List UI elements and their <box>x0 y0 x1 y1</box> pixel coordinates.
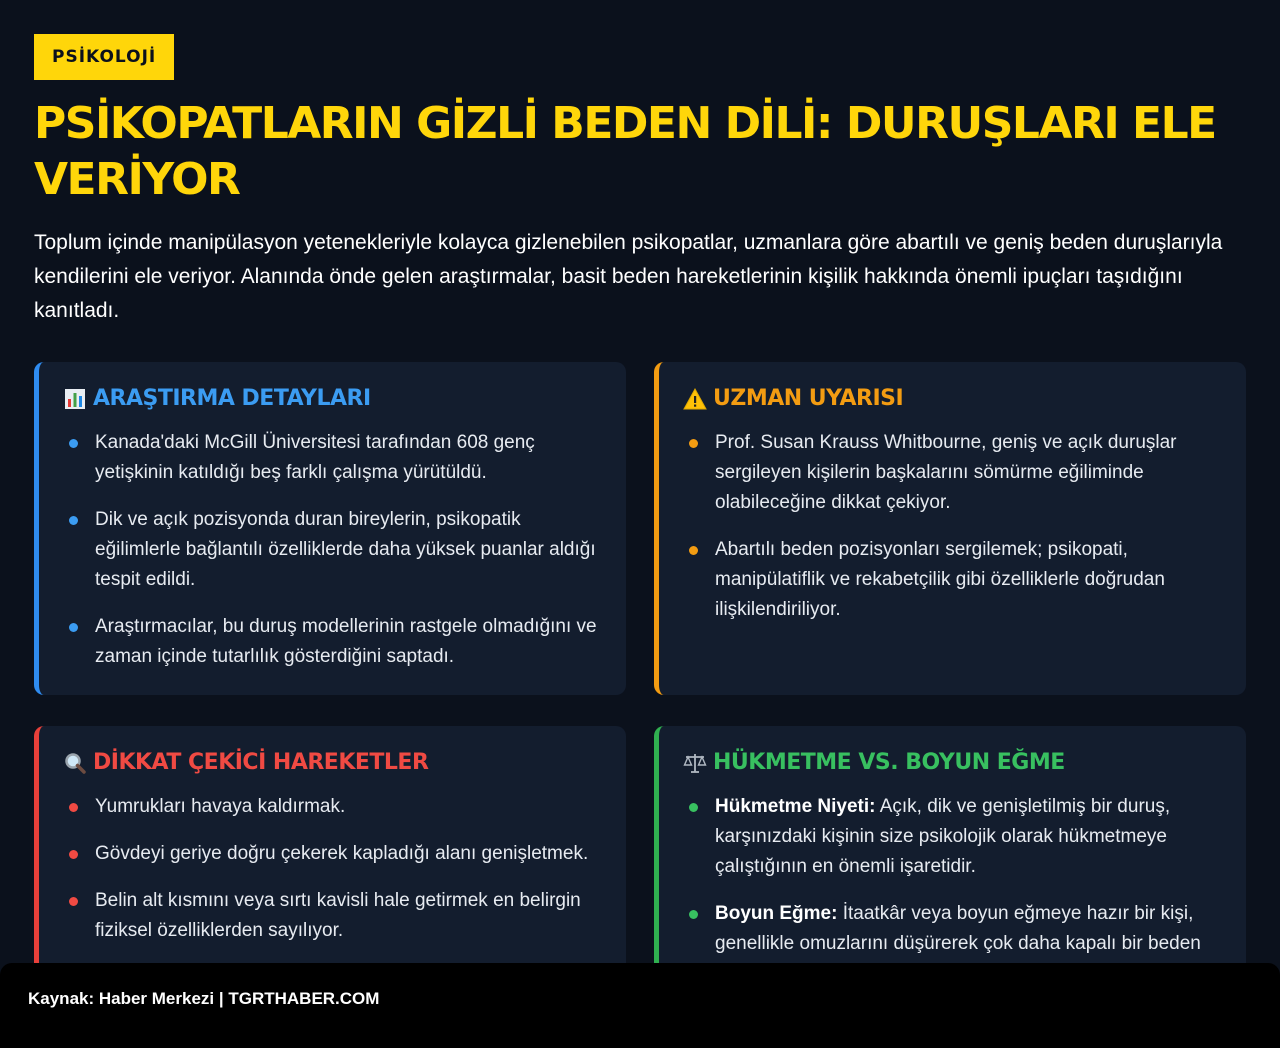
list-item: Prof. Susan Krauss Whitbourne, geniş ve açık duruşlar sergileyen kişilerin başkalarını sömürme eğiliminde olabileceğine dikkat çekiyor. <box>683 428 1220 518</box>
card-title <box>63 748 600 778</box>
list-item: Hükmetme Niyeti: Açık, dik ve genişletilmiş bir duruş, karşınızdaki kişinin size psikolojik olarak hükmetmeye çalıştığının en önemli işaretidir. <box>683 792 1220 882</box>
list-item: Araştırmacılar, bu duruş modellerinin rastgele olmadığını ve zaman içinde tutarlılık gösterdiğini saptadı. <box>63 612 600 672</box>
bar-chart-icon <box>63 387 89 411</box>
card-title-text: DİKKAT ÇEKİCİ HAREKETLER <box>93 750 429 775</box>
item-term: Boyun Eğme: <box>715 903 838 924</box>
headline: PSİKOPATLARIN GİZLİ BEDEN DİLİ: DURUŞLARI ELE VERİYOR <box>34 98 1216 205</box>
list-item: Gövdeyi geriye doğru çekerek kapladığı alanı genişletmek. <box>63 839 600 869</box>
bullet-list <box>683 428 1220 625</box>
bullet-dot-icon <box>689 546 698 555</box>
warning-icon <box>683 387 709 411</box>
scales-icon <box>683 751 709 775</box>
research-details-card <box>34 362 626 695</box>
bullet-list <box>63 428 600 672</box>
card-title-text: UZMAN UYARISI <box>713 386 904 411</box>
card-title <box>683 748 1220 778</box>
bullet-dot-icon <box>69 850 78 859</box>
card-title <box>63 384 600 414</box>
bullet-dot-icon <box>689 439 698 448</box>
bullet-dot-icon <box>69 803 78 812</box>
expert-warning-card <box>654 362 1246 695</box>
list-item: Abartılı beden pozisyonları sergilemek; psikopati, manipülatiflik ve rekabetçilik gibi özelliklerle doğrudan ilişkilendiriliyor. <box>683 535 1220 625</box>
bullet-dot-icon <box>689 803 698 812</box>
bullet-dot-icon <box>689 910 698 919</box>
card-title-text: HÜKMETME VS. BOYUN EĞME <box>713 750 1065 775</box>
list-item: Belin alt kısmını veya sırtı kavisli hale getirmek en belirgin fiziksel özelliklerden sayılıyor. <box>63 886 600 946</box>
card-title <box>683 384 1220 414</box>
bullet-list <box>683 792 1220 959</box>
item-term: Hükmetme Niyeti: <box>715 796 876 817</box>
bullet-dot-icon <box>69 439 78 448</box>
list-item: Yumrukları havaya kaldırmak. <box>63 792 600 822</box>
list-item: Boyun Eğme: İtaatkâr veya boyun eğmeye hazır bir kişi, genellikle omuzlarını düşürerek çok daha kapalı bir beden <box>683 899 1220 959</box>
bullet-dot-icon <box>69 897 78 906</box>
bullet-list <box>63 792 600 946</box>
source-footer: Kaynak: Haber Merkezi | TGRTHABER.COM <box>0 963 1280 1048</box>
list-item: Dik ve açık pozisyonda duran bireylerin, psikopatik eğilimlerle bağlantılı özelliklerde daha yüksek puanlar aldığı tespit edildi. <box>63 505 600 595</box>
lede-paragraph: Toplum içinde manipülasyon yetenekleriyle kolayca gizlenebilen psikopatlar, uzmanlara göre abartılı ve geniş beden duruşlarıyla kendilerini ele veriyor. Alanında önde gelen araştırmalar, basit beden hareketlerinin kişilik hakkında önemli ipuçları taşıdığını kanıtladı. <box>34 231 1223 322</box>
bullet-dot-icon <box>69 516 78 525</box>
list-item: Kanada'daki McGill Üniversitesi tarafından 608 genç yetişkinin katıldığı beş farklı çalışma yürütüldü. <box>63 428 600 488</box>
magnifier-icon <box>63 751 89 775</box>
category-tag[interactable]: PSİKOLOJİ <box>34 34 174 80</box>
bullet-dot-icon <box>69 623 78 632</box>
card-title-text: ARAŞTIRMA DETAYLARI <box>93 386 371 411</box>
